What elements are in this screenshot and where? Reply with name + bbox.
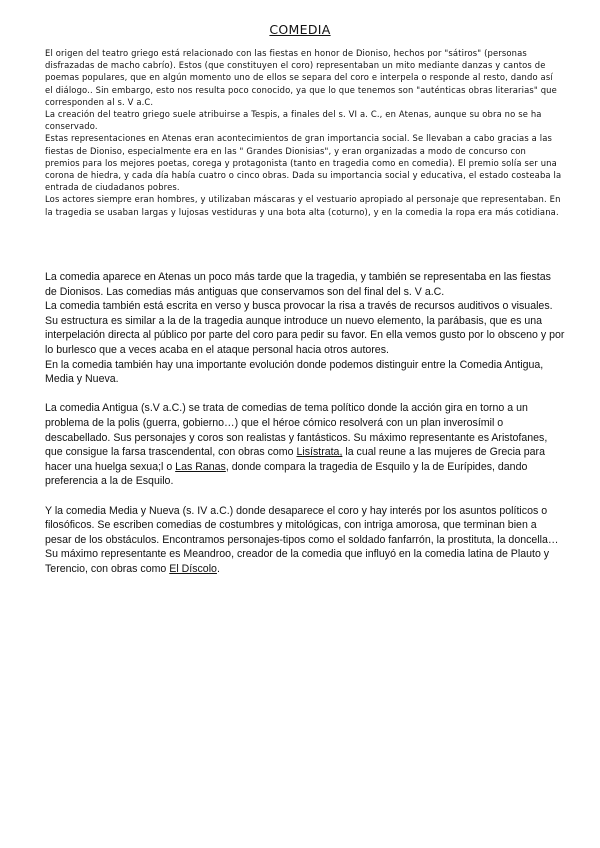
new-comedy-text-end: . <box>216 562 220 575</box>
intro-paragraph: El origen del teatro griego está relacionado con las fiestas en honor de Dioniso, hechos por "sátiros" (personas disfrazadas de macho cabrío). Estos (que constituyen el coro) representaban un mito mediante danzas y cantos de poemas populares, que en algún momento uno de ellos se separa del coro e interpela o responde al resto, dando así el diálogo.. Sin embargo, esto nos resulta poco conocido, ya que lo que tenemos son "auténticas obras literarias" que corresponden al s. V a.C. <box>45 48 557 107</box>
old-comedy-paragraph <box>45 401 565 489</box>
body-line: En la comedia también hay una importante evolución donde podemos distinguir entre la Comedia Antigua, Media y Nueva. <box>45 358 544 386</box>
body-line: La comedia aparece en Atenas un poco más tarde que la tragedia, y también se representaba en las fiestas de Dionisos. Las comedias más antiguas que conservamos son del final del s. V a.C. <box>45 271 551 298</box>
intro-paragraph: Estas representaciones en Atenas eran acontecimientos de gran importancia social. Se llevaban a cabo gracias a las fiestas de Dioniso, especialmente era en las " Grandes Dionisias", y eran organizadas a modo de concurso con premios para los mejores poetas, corega y protagonista (tanto en tragedia como en comedia). El premio solía ser una corona de hiedra, y cada día había cuatro o cinco obras. Dada su importancia social y educativa, el estado costeaba la entrada de ciudadanos pobres. <box>45 133 562 193</box>
work-title-el-discolo: El Díscolo <box>169 562 217 575</box>
body-section <box>45 270 565 591</box>
intro-paragraph: Los actores siempre eran hombres, y utilizaban máscaras y el vestuario apropiado al personaje que representaban. En la tragedia se usaban largas y lujosas vestiduras y una bota alta (coturno), y en la comedia la ropa era más cotidiana. <box>45 194 561 217</box>
new-comedy-text: Y la comedia Media y Nueva (s. IV a.C.) donde desaparece el coro y hay interés por los asuntos políticos o filosóficos. Se escriben comedias de costumbres y mitológicas, con intriga amorosa, que terminan bien a pesar de los obstáculos. Encontramos personajes-tipos como el soldado fanfarrón, la prostituta, la doncella… Su máximo representante es Meandroo, creador de la comedia que influyó en la comedia latina de Plauto y Terencio, con obras como <box>45 504 559 575</box>
old-comedy-text-3: , donde compara la tragedia de Esquilo y la de Eurípides, dando preferencia a la de Esquilo. <box>45 460 528 488</box>
intro-paragraph: La creación del teatro griego suele atribuirse a Tespis, a finales del s. VI a. C., en Atenas, aunque su obra no se ha conservado. <box>45 109 542 132</box>
work-title-las-ranas: Las Ranas <box>175 460 226 473</box>
page-title: COMEDIA <box>269 22 331 37</box>
middle-new-comedy-paragraph <box>45 504 565 577</box>
work-title-lisistrata: Lisístrata, <box>296 446 343 459</box>
intro-section <box>45 47 563 218</box>
old-comedy-text: La comedia Antigua (s.V a.C.) se trata de comedias de tema político donde la acción gira en torno a un problema de la polis (guerra, gobierno…) que el héroe cómico resolverá con un plan inverosímil o descabellado. Sus personajes y coros son realistas y fantásticos. Su máximo representante es Aristofanes, que consigue la farsa trascendental, con obras como <box>45 402 548 459</box>
comedy-origin-paragraph <box>45 270 565 387</box>
old-comedy-text-2: la cual reune a las mujeres de Grecia para hacer una huelga sexua;l o <box>45 446 545 473</box>
body-line: La comedia también está escrita en verso y busca provocar la risa a través de recursos auditivos o visuales. Su estructura es similar a la de la tragedia aunque introduce un nuevo elemento, la parábasis, que es una interpelación directa al público por parte del coro para pedir su favor. En ella vemos gusto por lo obsceno y por lo burlesco que a veces acaba en el ataque personal hacia otros autores. <box>45 300 565 356</box>
